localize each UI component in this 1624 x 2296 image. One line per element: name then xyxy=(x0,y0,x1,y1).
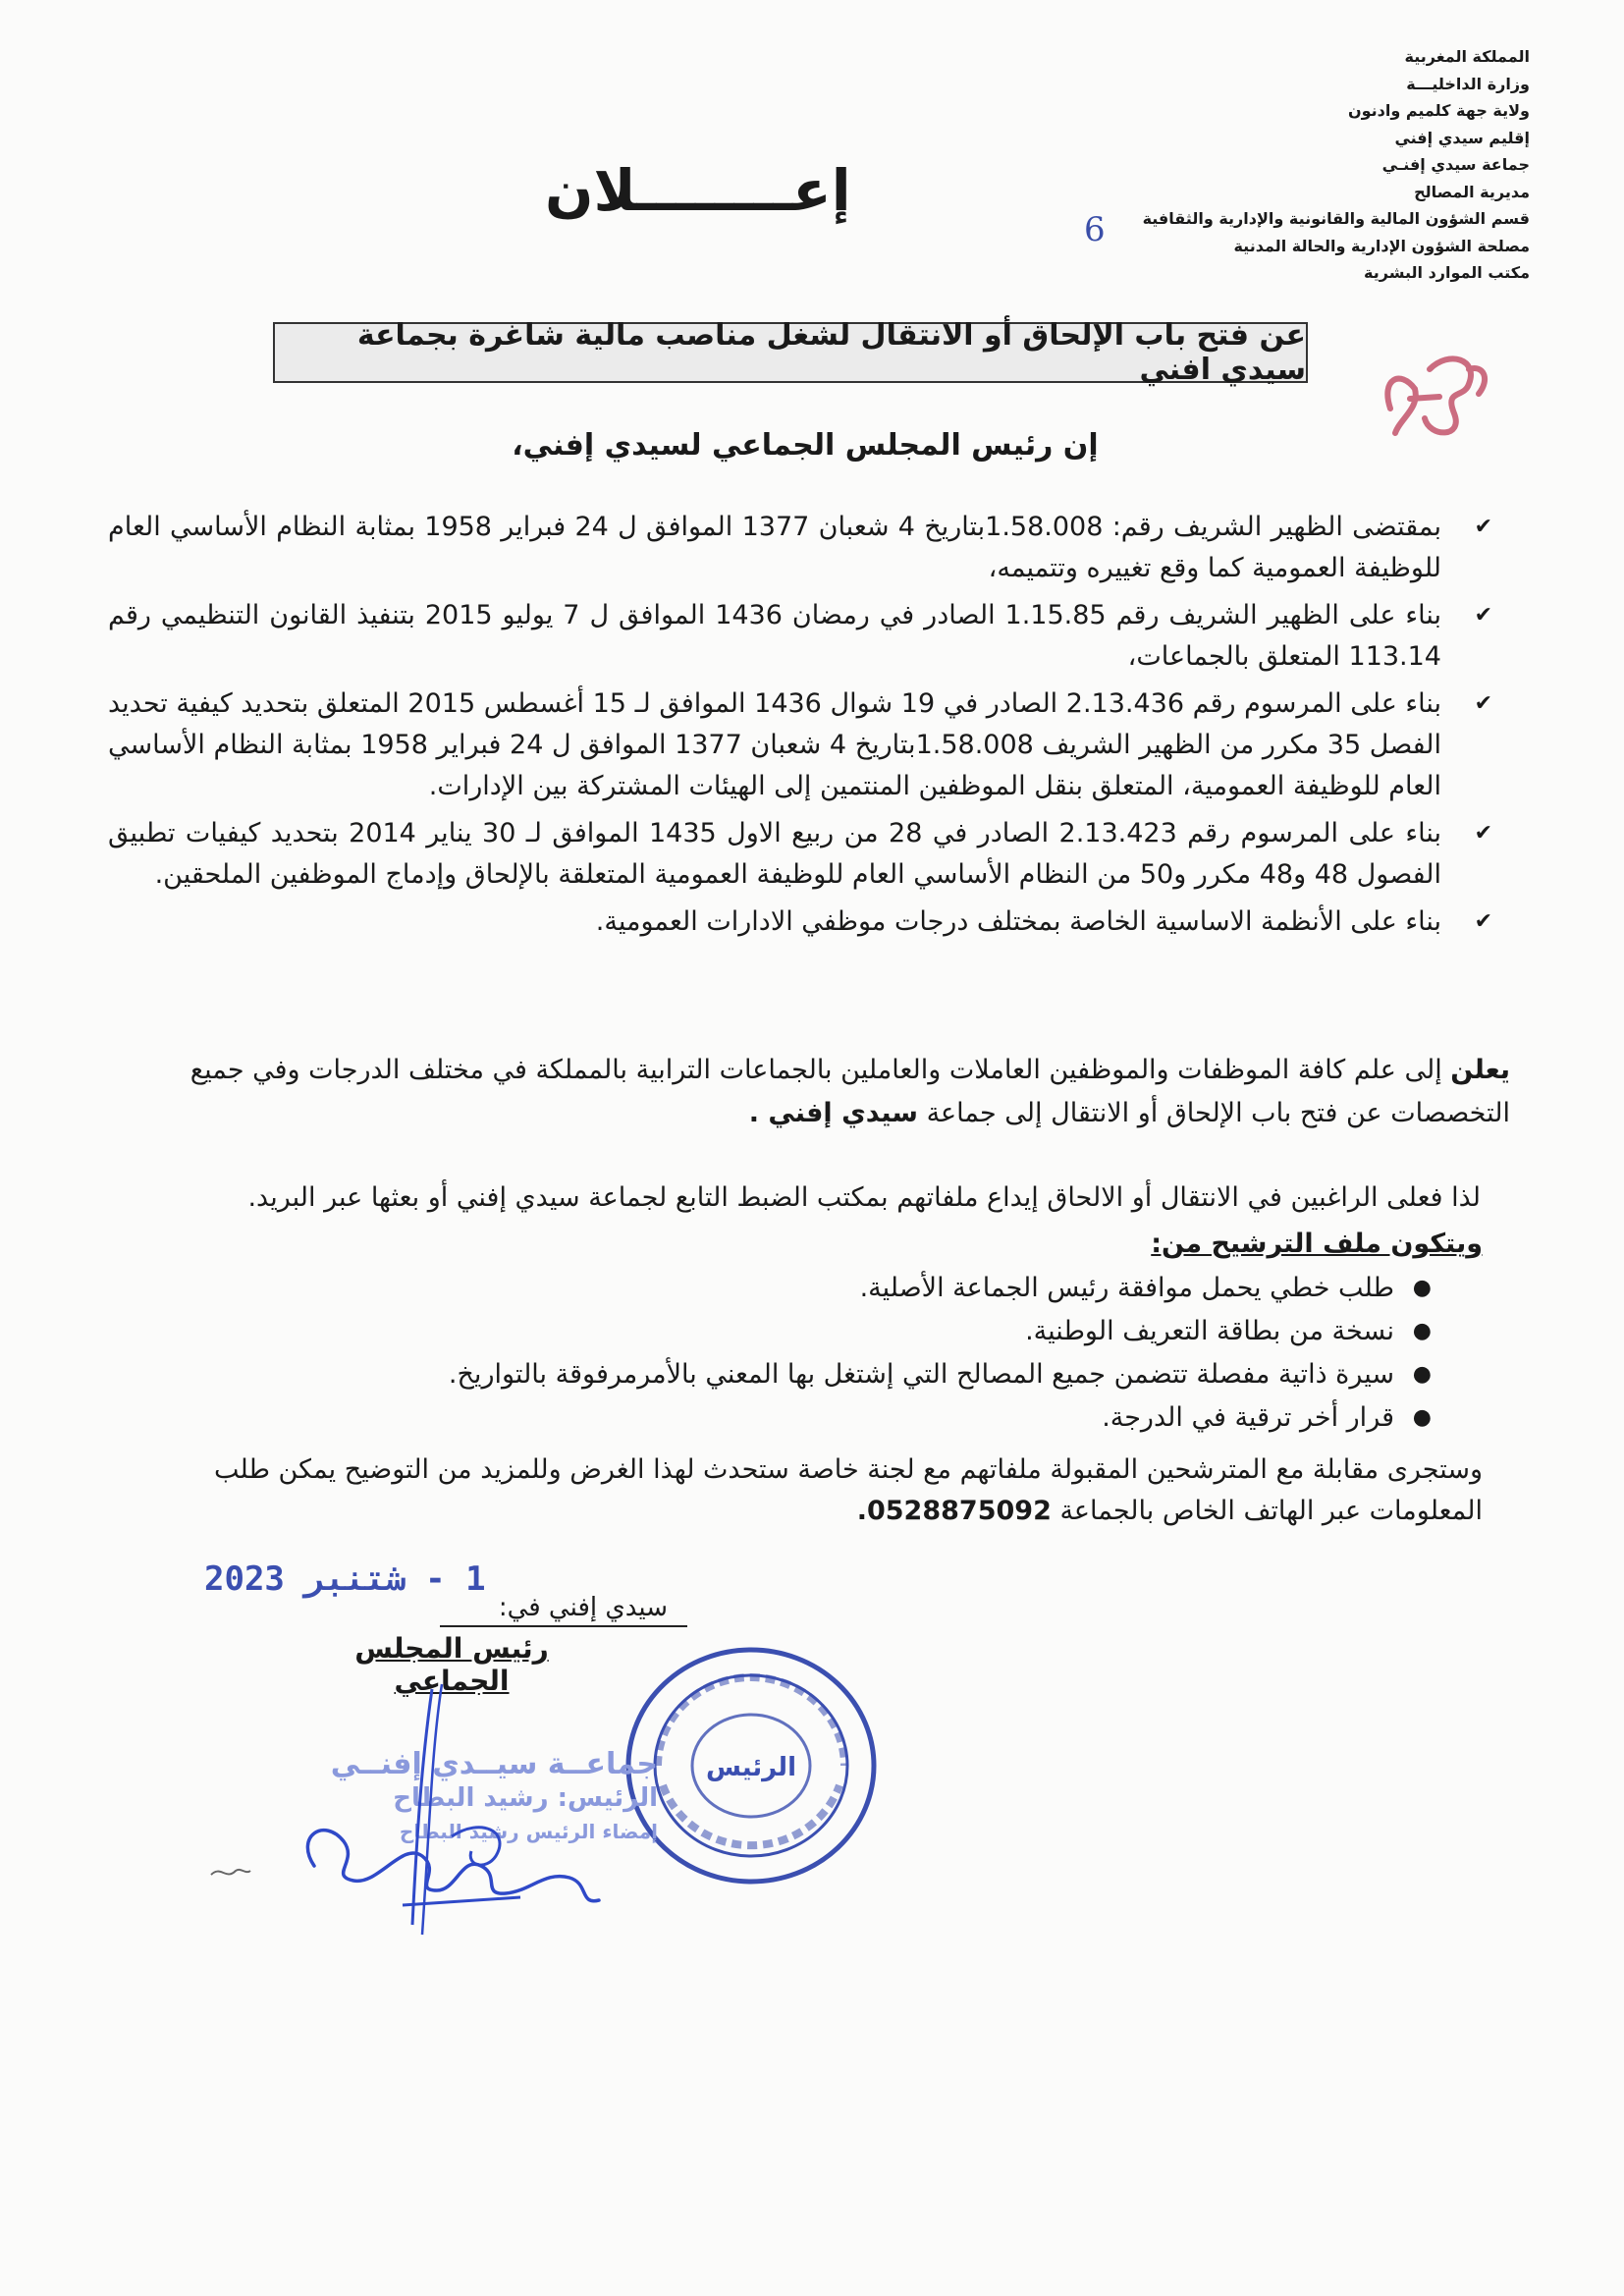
checkmark-icon: ✔ xyxy=(1474,691,1492,716)
consideration-text: بناء على الظهير الشريف رقم 1.15.85 الصادر في رمضان 1436 الموافق ل 7 يوليو 2015 بتنفيذ القانون التنظيمي رقم 113.14 المتعلق بالجماعات، xyxy=(108,600,1441,672)
consideration-item xyxy=(108,902,1500,943)
considerations-list xyxy=(108,507,1500,949)
stamp-line: الرئيس: رشيد البطاح xyxy=(393,1783,658,1813)
consideration-text: بناء على المرسوم رقم 2.13.436 الصادر في 19 شوال 1436 الموافق لـ 15 أغسطس 2015 المتعلق بتحديد كيفية تحديد الفصل 35 مكرر من الظهير الشريف 1.58.008بتاريخ 4 شعبان 1377 الموافق ل 24 فبراير 1958 بمثابة النظام الأساسي العام للوظيفة العمومية، المتعلق بنقل الموظفين المنتمين إلى الهيئات المشتركة بين الإدارات. xyxy=(108,688,1442,801)
red-scribble xyxy=(1371,340,1498,448)
document-item xyxy=(295,1267,1434,1310)
bullet-icon: ● xyxy=(1412,1362,1432,1387)
announcement-paragraph xyxy=(118,1049,1510,1135)
consideration-item xyxy=(108,507,1500,589)
date-underline xyxy=(440,1624,687,1628)
bullet-icon: ● xyxy=(1412,1319,1432,1343)
subject-box xyxy=(273,318,1308,387)
document-title: إعــــــــلان xyxy=(545,157,851,224)
header-line: ولاية جهة كلميم وادنون xyxy=(1347,101,1530,120)
document-text: نسخة من بطاقة التعريف الوطنية. xyxy=(1025,1316,1394,1346)
announcement-verb: يعلن xyxy=(1450,1055,1510,1085)
checkmark-icon: ✔ xyxy=(1474,821,1492,846)
mayor-line: إن رئيس المجلس الجماعي لسيدي إفني، xyxy=(512,428,1099,463)
header-line: وزارة الداخليـــة xyxy=(1406,74,1530,93)
subject-text: عن فتح باب الإلحاق أو الانتقال لشغل مناصب مالية شاغرة بجماعة سيدي افني xyxy=(356,318,1306,387)
consideration-item xyxy=(108,683,1500,807)
interview-text: وستجرى مقابلة مع المترشحين المقبولة ملفاتهم مع لجنة خاصة ستحدث لهذا الغرض وللمزيد من التوضيح يمكن طلب المعلومات عبر الهاتف الخاص بالجماعة xyxy=(214,1454,1483,1526)
deposit-instructions: لذا فعلى الراغبين في الانتقال أو الالحاق إيداع ملفاتهم بمكتب الضبط التابع لجماعة سيدي إفني أو بعثها عبر البريد. xyxy=(247,1182,1481,1213)
stamp-line: جماعــة سيــدي إفنــي xyxy=(330,1747,658,1781)
consideration-text: بناء على المرسوم رقم 2.13.423 الصادر في 28 من ربيع الاول 1435 الموافق لـ 30 يناير 2014 بتحديد كيفيات تطبيق الفصول 48 و48 مكرر و50 من النظام الأساسي العام للوظيفة العمومية المتعلقة بالإلحاق وإدماج الموظفين الملحقين. xyxy=(108,818,1442,890)
header-line: المملكة المغربية xyxy=(1404,47,1530,66)
date-stamp: 1 - شتنبر 2023 xyxy=(204,1559,486,1599)
checkmark-icon: ✔ xyxy=(1474,515,1492,539)
phone-number: 0528875092. xyxy=(856,1496,1052,1526)
commune-name: سيدي إفني . xyxy=(748,1098,918,1128)
document-item xyxy=(295,1310,1434,1353)
seal-center-text: الرئيس xyxy=(706,1753,796,1782)
document-text: طلب خطي يحمل موافقة رئيس الجماعة الأصلية. xyxy=(859,1273,1394,1303)
administrative-header xyxy=(1142,43,1530,287)
pen-stroke-mark xyxy=(206,1856,255,1890)
document-item xyxy=(295,1353,1434,1396)
announcement-text: إلى علم كافة الموظفات والموظفين العاملات والعاملين بالجماعات الترابية بالمملكة في مختلف الدرجات وفي جميع التخصصات عن فتح باب الإلحاق أو الانتقال إلى جماعة xyxy=(189,1055,1510,1128)
document-text: سيرة ذاتية مفصلة تتضمن جميع المصالح التي إشتغل بها المعني بالأمرمرفوقة بالتواريخ. xyxy=(448,1359,1394,1390)
signatory-title: رئيس المجلس الجماعي xyxy=(354,1632,549,1697)
dossier-heading: ويتكون ملف الترشيح من: xyxy=(1151,1229,1483,1259)
interview-paragraph xyxy=(187,1449,1483,1532)
header-line: مديرية المصالح xyxy=(1414,182,1530,201)
consideration-item xyxy=(108,595,1500,678)
header-line: جماعة سيدي إفنـي xyxy=(1381,155,1530,174)
header-line: مكتب الموارد البشرية xyxy=(1364,263,1530,282)
document-item xyxy=(295,1396,1434,1440)
document-text: قرار أخر ترقية في الدرجة. xyxy=(1102,1402,1394,1433)
handwritten-signature xyxy=(285,1669,697,1964)
bullet-icon: ● xyxy=(1412,1276,1432,1300)
consideration-text: بمقتضى الظهير الشريف رقم: 1.58.008بتاريخ 4 شعبان 1377 الموافق ل 24 فبراير 1958 بمثابة النظام الأساسي العام للوظيفة العمومية كما وقع تغييره وتتميمه، xyxy=(108,512,1442,583)
consideration-item xyxy=(108,813,1500,896)
required-documents xyxy=(295,1267,1434,1440)
header-line: قسم الشؤون المالية والقانونية والإدارية والثقافية xyxy=(1142,209,1530,228)
header-line: إقليم سيدي إفني xyxy=(1394,128,1530,147)
consideration-text: بناء على الأنظمة الاساسية الخاصة بمختلف درجات موظفي الادارات العمومية. xyxy=(595,906,1441,937)
checkmark-icon: ✔ xyxy=(1474,909,1492,934)
header-line: مصلحة الشؤون الإدارية والحالة المدنية xyxy=(1233,236,1530,255)
bullet-icon: ● xyxy=(1412,1405,1432,1430)
place-date-label: سيدي إفني في: xyxy=(498,1593,668,1622)
handwritten-mark: 6 xyxy=(1084,210,1106,249)
checkmark-icon: ✔ xyxy=(1474,603,1492,628)
stamp-line: إمضاء الرئيس رشيد البطاح xyxy=(399,1820,658,1843)
